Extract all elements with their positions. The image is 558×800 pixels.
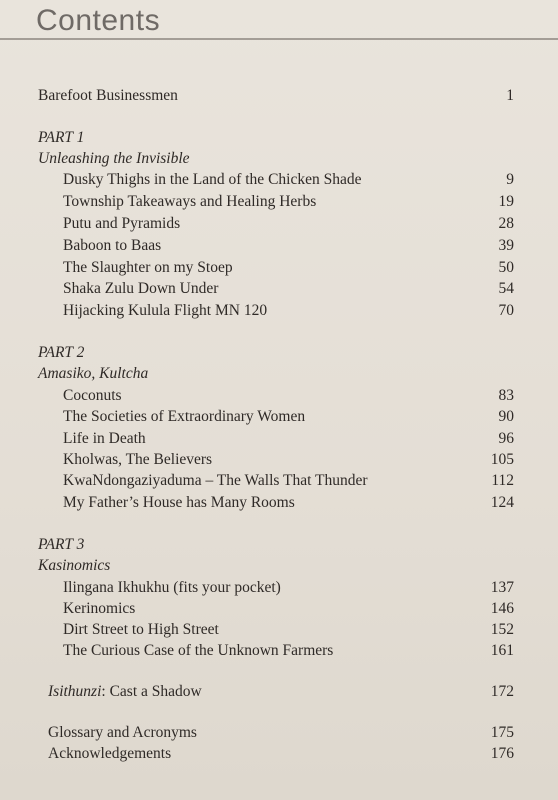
part-label: PART 3 bbox=[38, 536, 85, 553]
toc-entry-title: Township Takeaways and Healing Herbs bbox=[63, 193, 317, 210]
toc-entry-title: Putu and Pyramids bbox=[63, 215, 181, 232]
toc-entry-page: 112 bbox=[491, 472, 514, 489]
toc-entry-page: 9 bbox=[506, 171, 514, 188]
toc-entry-title: Ilingana Ikhukhu (fits your pocket) bbox=[63, 579, 281, 596]
toc-entry-page: 96 bbox=[498, 430, 514, 447]
toc-entry-title: Kerinomics bbox=[63, 600, 136, 617]
toc-entry-title: The Societies of Extraordinary Women bbox=[63, 408, 306, 425]
part-label: PART 1 bbox=[38, 129, 85, 146]
part-subtitle: Kasinomics bbox=[38, 557, 111, 574]
toc-entry-title: Barefoot Businessmen bbox=[38, 87, 178, 104]
toc-entry-title bbox=[48, 683, 202, 701]
toc-entry-page: 137 bbox=[490, 579, 514, 596]
toc-entry-title: Acknowledgements bbox=[48, 745, 172, 762]
toc-entry-title-rest: : Cast a Shadow bbox=[101, 683, 202, 700]
toc-entry-page: 1 bbox=[506, 87, 514, 104]
toc-entry-title: KwaNdongaziyaduma – The Walls That Thunder bbox=[63, 472, 368, 489]
toc-entry-title: Coconuts bbox=[63, 387, 122, 404]
toc-entry-title: Shaka Zulu Down Under bbox=[63, 280, 219, 297]
header-rule bbox=[0, 38, 558, 40]
toc-entry-title: Glossary and Acronyms bbox=[48, 724, 197, 741]
toc-entry-page: 124 bbox=[490, 494, 514, 511]
toc-entry-title: Life in Death bbox=[63, 430, 146, 447]
toc-entry-page: 19 bbox=[498, 193, 514, 210]
toc-entry-page: 70 bbox=[498, 302, 514, 319]
part-subtitle: Amasiko, Kultcha bbox=[38, 365, 149, 382]
part-label: PART 2 bbox=[38, 344, 85, 361]
toc-entry-title: Dirt Street to High Street bbox=[63, 621, 219, 638]
toc-entry-title: The Curious Case of the Unknown Farmers bbox=[63, 642, 334, 659]
toc-entry-page: 172 bbox=[490, 683, 514, 700]
toc-entry-title: Dusky Thighs in the Land of the Chicken Shade bbox=[63, 171, 362, 188]
toc-entry-page: 152 bbox=[490, 621, 514, 638]
toc-entry-page: 175 bbox=[490, 724, 514, 741]
toc-entry-page: 90 bbox=[498, 408, 514, 425]
toc-entry-title: The Slaughter on my Stoep bbox=[63, 259, 233, 276]
part-subtitle: Unleashing the Invisible bbox=[38, 150, 190, 167]
toc-entry-page: 146 bbox=[490, 600, 514, 617]
toc-entry-page: 161 bbox=[490, 642, 514, 659]
toc-entry-title: Baboon to Baas bbox=[63, 237, 162, 254]
toc-entry-page: 50 bbox=[498, 259, 514, 276]
toc-entry-page: 105 bbox=[490, 451, 514, 468]
toc-entry-page: 176 bbox=[490, 745, 514, 762]
toc-entry-title-italic: Isithunzi bbox=[48, 683, 102, 700]
toc-entry-page: 83 bbox=[498, 387, 514, 404]
toc-entry-page: 39 bbox=[498, 237, 514, 254]
toc-entry-title: Kholwas, The Believers bbox=[63, 451, 213, 468]
page-title: Contents bbox=[36, 4, 161, 37]
toc-entry-page: 54 bbox=[498, 280, 514, 297]
toc-entry-title: Hijacking Kulula Flight MN 120 bbox=[63, 302, 268, 319]
toc-entry-title: My Father’s House has Many Rooms bbox=[63, 494, 295, 511]
toc-entry-page: 28 bbox=[498, 215, 514, 232]
